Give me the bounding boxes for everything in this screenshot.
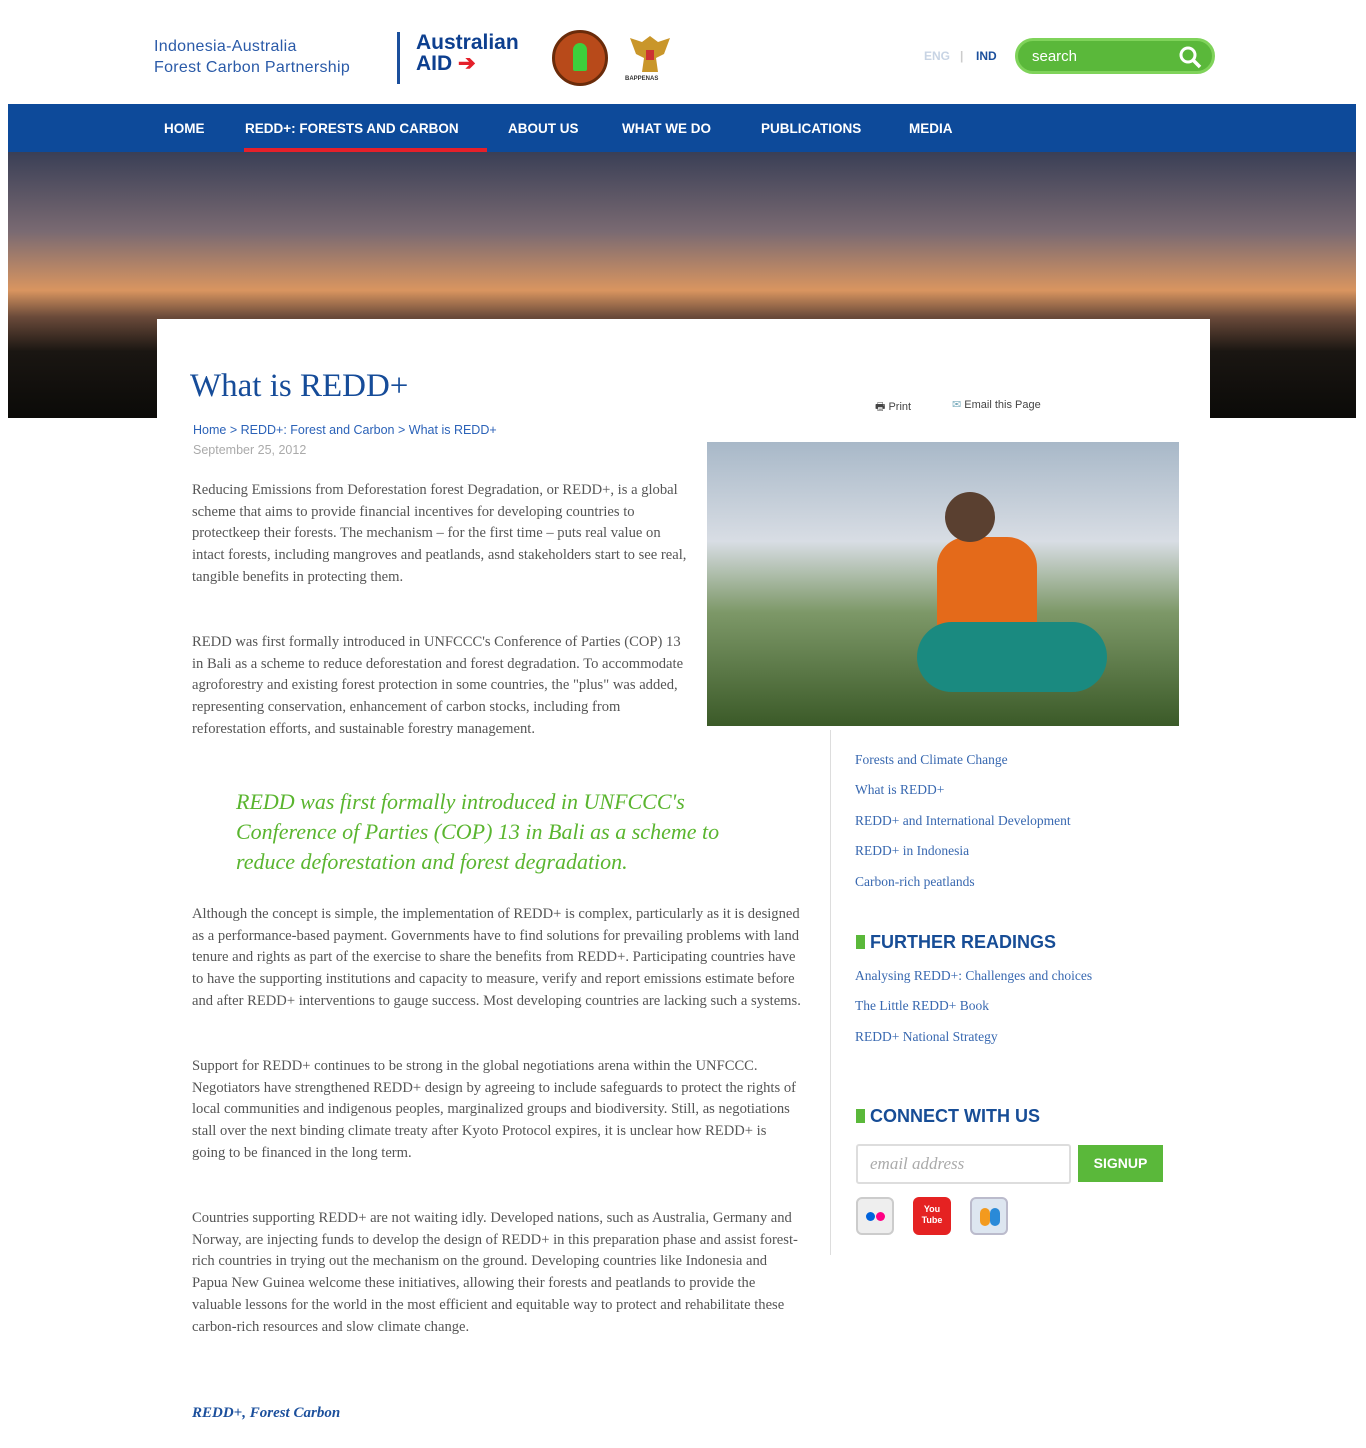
nav-publications[interactable]: PUBLICATIONS <box>761 121 862 136</box>
article-paragraph: Countries supporting REDD+ are not waiting idly. Developed nations, such as Australia, Germany and Norway, are injecting funds to develop the design of REDD+ in this preparation phase and assist forest-rich countries in trying out the mechanism on the ground. Developing countries like Indonesia and Papua New Guinea welcome these initiatives, allowing their forests and peatlands to provide the valuable lessons for the world in the most efficient and equitable way to protect and rehabilitate these carbon-rich resources and slow climate change. <box>192 1210 798 1335</box>
breadcrumb-current[interactable]: What is REDD+ <box>408 423 497 437</box>
pull-quote: REDD was first formally introduced in UNFCCC's Conference of Parties (COP) 13 in Bali as a scheme to reduce deforestation and forest degradation. <box>236 789 720 874</box>
nav-about-us[interactable]: ABOUT US <box>508 121 579 136</box>
nav-home[interactable]: HOME <box>164 121 205 136</box>
breadcrumb-redd[interactable]: REDD+: Forest and Carbon <box>240 423 395 437</box>
search-placeholder: search <box>1032 48 1078 65</box>
lang-separator: | <box>960 49 964 63</box>
envelope-icon: ✉ <box>952 399 962 411</box>
sidebar-link[interactable]: REDD+ and International Development <box>855 813 1071 828</box>
logo-line2: Forest Carbon Partnership <box>154 59 351 76</box>
breadcrumb: Home > REDD+: Forest and Carbon > What is REDD+ <box>193 423 497 437</box>
further-reading-link[interactable]: The Little REDD+ Book <box>855 998 989 1013</box>
further-reading-link[interactable]: REDD+ National Strategy <box>855 1029 998 1044</box>
lang-ind-link[interactable]: IND <box>976 49 997 63</box>
sidebar-link[interactable]: What is REDD+ <box>855 782 945 797</box>
further-reading-link[interactable]: Analysing REDD+: Challenges and choices <box>855 968 1093 983</box>
sidebar-link[interactable]: REDD+ in Indonesia <box>855 843 970 858</box>
australian-aid-logo[interactable] <box>416 32 519 74</box>
post-date: September 25, 2012 <box>193 443 307 457</box>
further-readings-heading: FURTHER READINGS <box>856 932 1056 953</box>
article-photo <box>707 442 1179 726</box>
nav-media[interactable]: MEDIA <box>909 121 953 136</box>
sidebar-link[interactable]: Carbon-rich peatlands <box>855 874 975 889</box>
partnership-logo[interactable] <box>154 36 350 78</box>
article-paragraph: Support for REDD+ continues to be strong in the global negotiations arena within the UNFCCC. Negotiators have strengthened REDD+ design by agreeing to include safeguards to protect the rights of local communities and indigenous peoples, marginalized groups and biodiversity. Still, as negotiations stall over the next binding climate treaty after Kyoto Protocol expires, it is unclear how REDD+ is going to be financed in the long term. <box>192 1058 796 1161</box>
email-input[interactable]: email address <box>856 1144 1071 1184</box>
article-paragraph: Reducing Emissions from Deforestation forest Degradation, or REDD+, is a global scheme that aims to provide financial incentives for developing countries to protectkeep their forests. The mechanism – for the first time – puts real value on intact forests, including mangroves and peatlands, asnd stakeholders start to see real, tangible benefits in protecting them. <box>192 482 687 585</box>
youtube-icon[interactable]: You Tube <box>913 1197 951 1235</box>
print-button[interactable]: 🖶 Print <box>875 401 912 413</box>
page-title: What is REDD+ <box>190 368 409 404</box>
breadcrumb-home[interactable]: Home <box>193 423 227 437</box>
search-icon[interactable] <box>1178 45 1202 69</box>
garuda-emblem-icon <box>628 32 672 76</box>
kangaroo-icon: ➔ <box>458 52 476 75</box>
sidebar-divider <box>830 730 831 1255</box>
logo-line1: Indonesia-Australia <box>154 38 297 55</box>
printer-icon: 🖶 <box>875 401 886 413</box>
aid-line2: AID ➔ <box>416 52 476 75</box>
nav-redd-forests-carbon[interactable]: REDD+: FORESTS AND CARBON <box>245 121 459 136</box>
email-page-button[interactable]: ✉ Email this Page <box>952 399 1041 411</box>
signup-button[interactable]: SIGNUP <box>1078 1145 1163 1182</box>
connect-heading: CONNECT WITH US <box>856 1106 1040 1127</box>
bappenas-label: BAPPENAS <box>625 76 659 82</box>
community-icon[interactable] <box>970 1197 1008 1235</box>
flickr-icon[interactable] <box>856 1197 894 1235</box>
article-tags[interactable]: REDD+, Forest Carbon <box>192 1405 341 1421</box>
lang-eng-link[interactable]: ENG <box>924 49 951 63</box>
aid-line1: Australian <box>416 31 519 54</box>
main-nav <box>8 104 1356 152</box>
search-input[interactable] <box>1015 38 1215 74</box>
article-paragraph: REDD was first formally introduced in UNFCCC's Conference of Parties (COP) 13 in Bali as a scheme to reduce deforestation and forest degradation. To accommodate agroforestry and existing forest protection in some countries, the "plus" was added, representing conservation, enhancement of carbon stocks, including from reforestation efforts, and sustainable forestry management. <box>192 634 684 737</box>
ministry-forestry-seal <box>552 30 608 86</box>
nav-what-we-do[interactable]: WHAT WE DO <box>622 121 711 136</box>
logo-divider <box>397 32 400 84</box>
article-paragraph: Although the concept is simple, the implementation of REDD+ is complex, particularly as it is designed as a performance-based payment. Governments have to find solutions for prevailing problems with land tenure and rights as part of the exercise to share the benefits from REDD+. Participating countries have to have the supporting institutions and capacity to measure, verify and report emissions estimate before and after REDD+ interventions to gauge success. Most developing countries are lacking such a systems. <box>192 906 801 1009</box>
sidebar-link[interactable]: Forests and Climate Change <box>855 752 1008 767</box>
